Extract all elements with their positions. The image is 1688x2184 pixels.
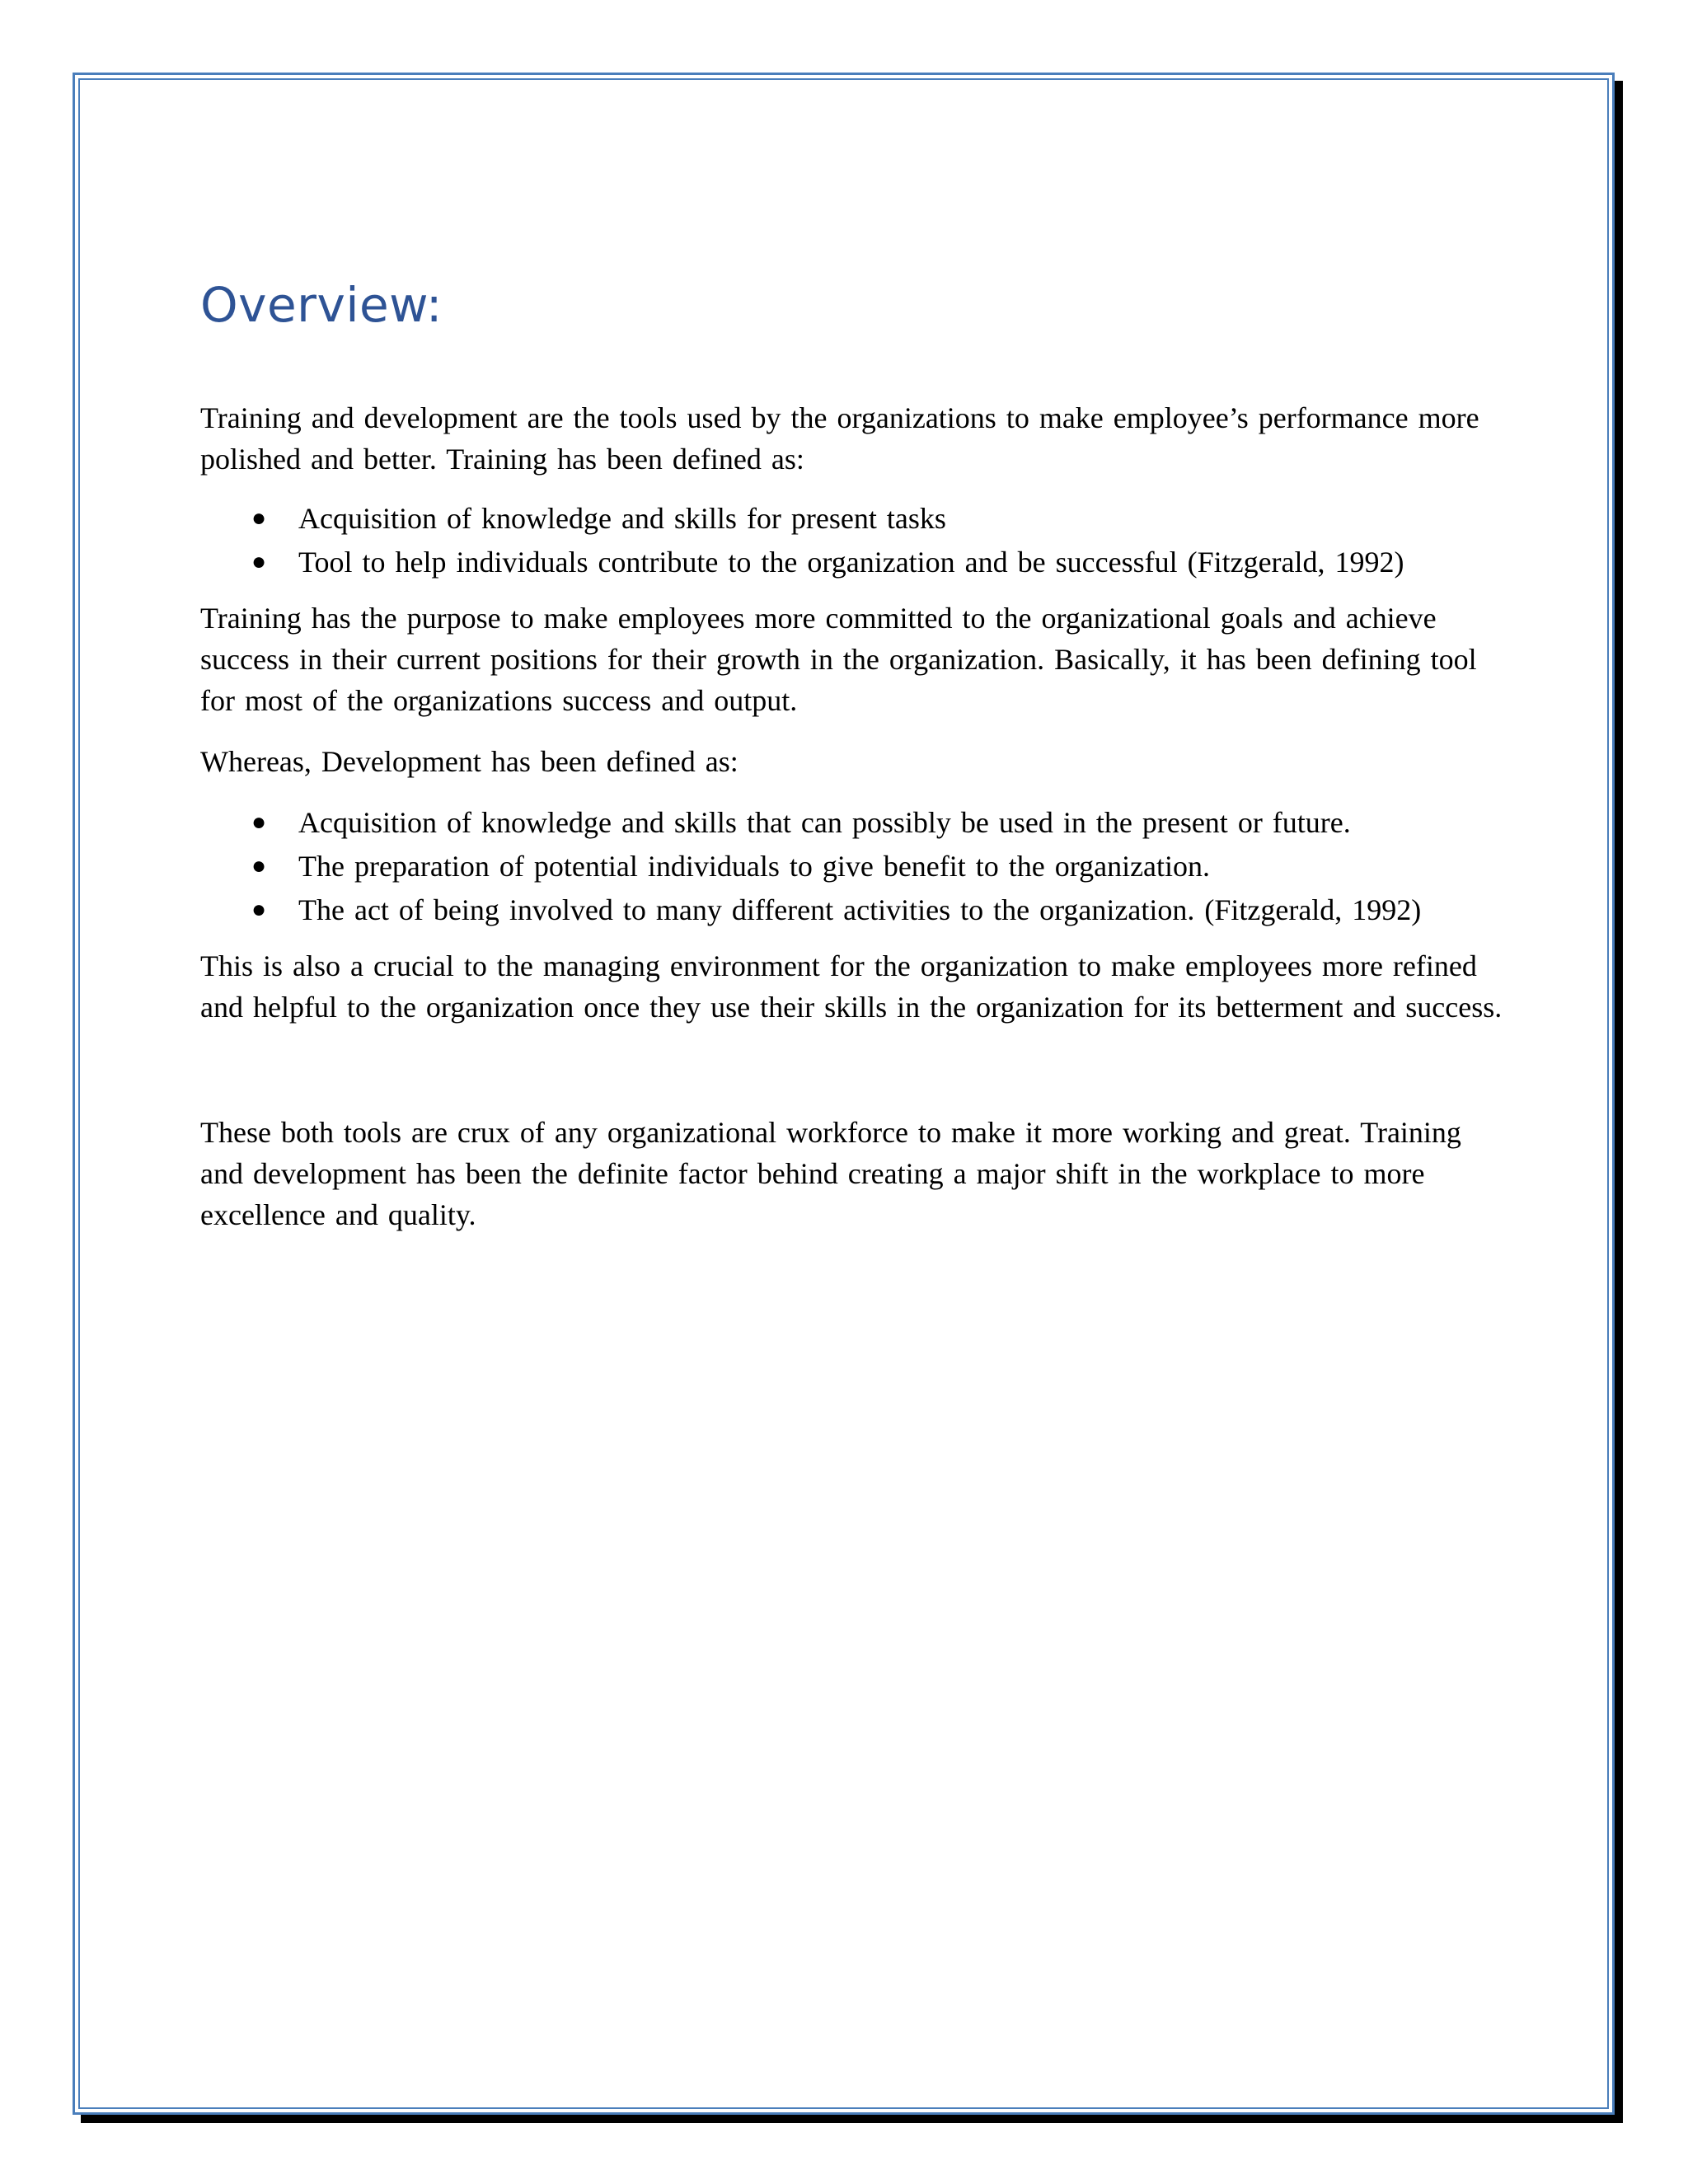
list-item bbox=[200, 802, 1503, 843]
list-item bbox=[200, 846, 1503, 887]
bullet-icon: ● bbox=[251, 548, 267, 575]
section-heading: Overview: bbox=[200, 277, 443, 333]
bullet-icon: ● bbox=[251, 808, 267, 836]
list-item-text: Acquisition of knowledge and skills that can possibly be used in the present or future. bbox=[298, 806, 1351, 839]
document-body bbox=[200, 272, 1503, 1235]
list-item-text: The act of being involved to many different activities to the organization. (Fitzgerald, 1992) bbox=[298, 893, 1422, 926]
list-item bbox=[200, 498, 1503, 539]
list-item-text: Tool to help individuals contribute to the organization and be successful (Fitzgerald, 1992) bbox=[298, 546, 1404, 579]
managing-environment-paragraph: This is also a crucial to the managing environment for the organization to make employees more refined and helpful to the organization once they use their skills in the organization for its betterment and success. bbox=[200, 949, 1503, 1024]
list-item bbox=[200, 889, 1503, 930]
intro-paragraph: Training and development are the tools used by the organizations to make employee’s performance more polished and better. Training has been defined as: bbox=[200, 401, 1479, 476]
list-item-text: Acquisition of knowledge and skills for present tasks bbox=[298, 502, 946, 535]
bullet-icon: ● bbox=[251, 852, 267, 879]
development-definition-list bbox=[200, 802, 1503, 930]
list-item bbox=[200, 541, 1503, 583]
bullet-icon: ● bbox=[251, 504, 267, 532]
list-item-text: The preparation of potential individuals to give benefit to the organization. bbox=[298, 850, 1211, 883]
training-definition-list bbox=[200, 498, 1503, 583]
development-intro-paragraph: Whereas, Development has been defined as: bbox=[200, 745, 738, 778]
conclusion-paragraph: These both tools are crux of any organizational workforce to make it more working and great. Training and development has been the definite factor behind creating a major shift in the workplace to more excellence and quality. bbox=[200, 1116, 1461, 1231]
training-purpose-paragraph: Training has the purpose to make employees more committed to the organizational goals and achieve success in their current positions for their growth in the organization. Basically, it has been defining tool for most of the organizations success and output. bbox=[200, 602, 1477, 717]
bullet-icon: ● bbox=[251, 896, 267, 923]
